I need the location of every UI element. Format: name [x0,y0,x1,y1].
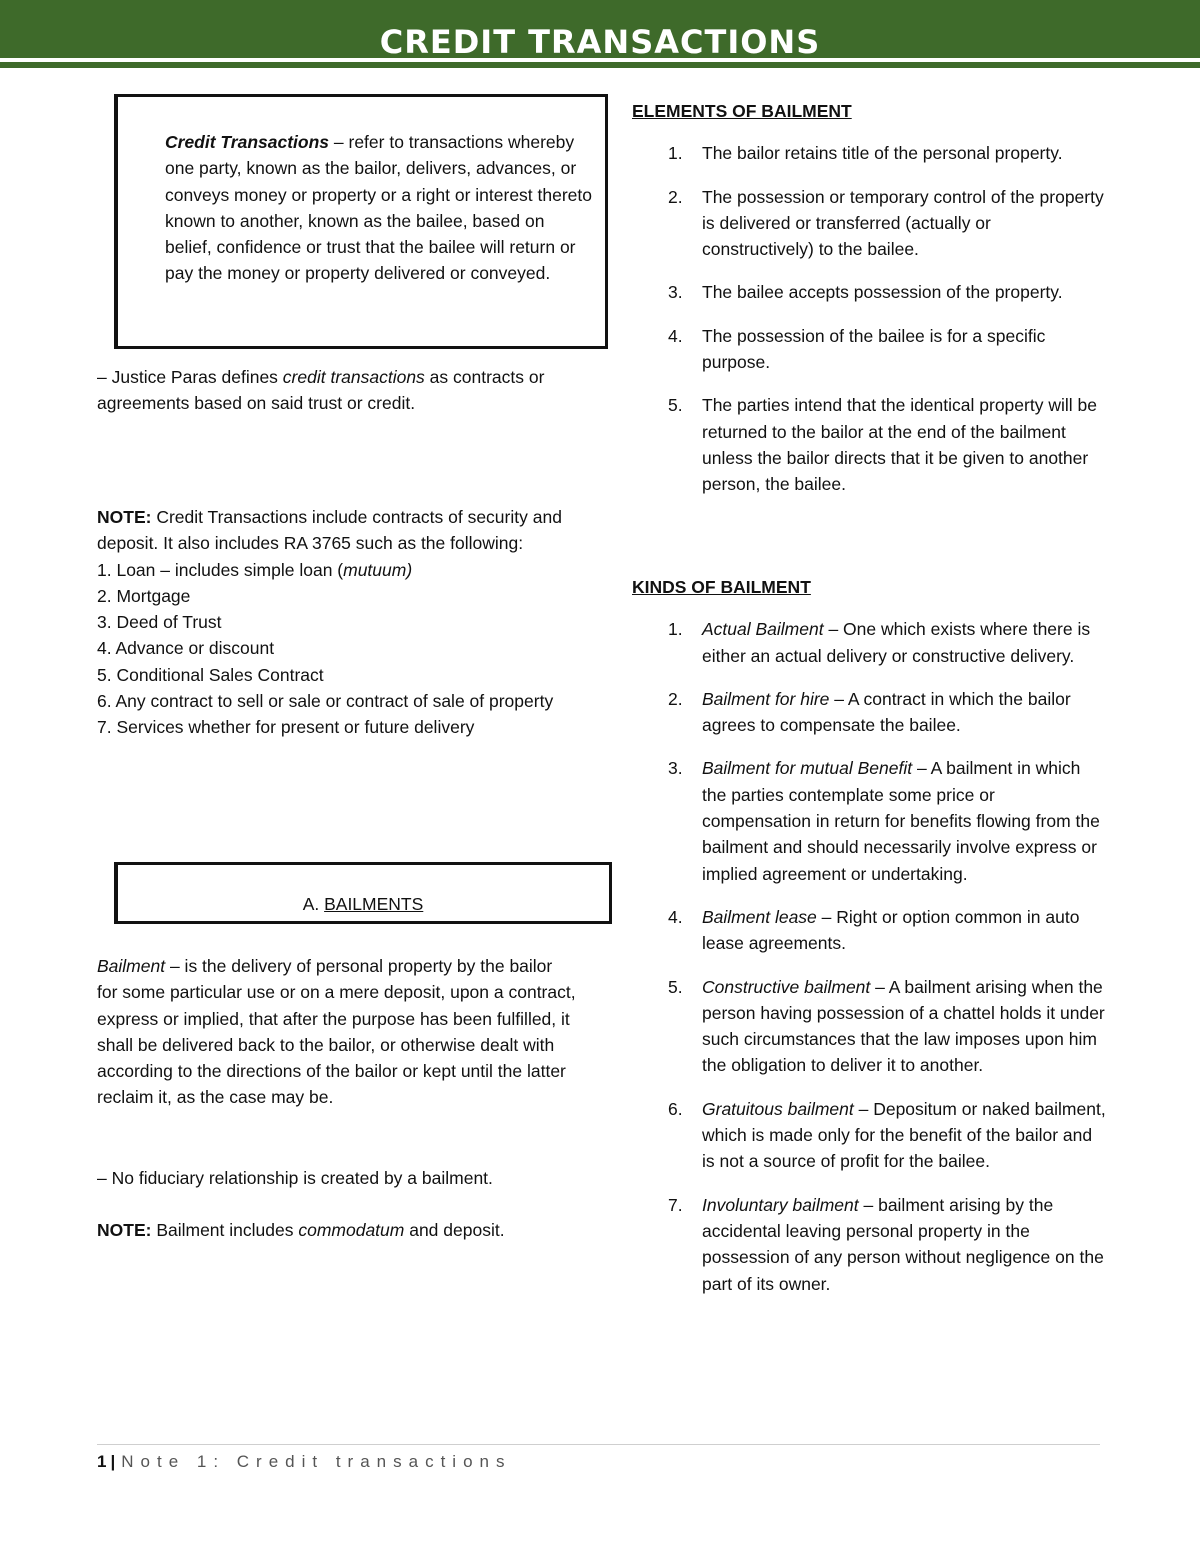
list-item: 5. The parties intend that the identical property will be returned to the bailor at the end of the bailment unless the bailor directs that it be given to another person, the bailee. [668,395,1097,495]
note-bailment: NOTE: Bailment includes commodatum and deposit. [97,1220,505,1240]
elements-list [632,140,1107,497]
list-item: 2. The possession or temporary control of the property is delivered or transferred (actually or constructively) to the bailee. [668,186,1104,260]
note-list-item: 2. Mortgage [97,585,191,606]
list-item: 3. Bailment for mutual Benefit – A bailment in which the parties contemplate some price or compensation in return for benefits flowing from the bailment and should necessarily involve express or implied agreement or undertaking. [668,758,1100,884]
paras-paragraph [97,364,577,417]
list-item: 1. Actual Bailment – One which exists where there is either an actual delivery or constructive delivery. [668,619,1091,666]
kinds-list [632,616,1107,1297]
list-item: 1. The bailor retains title of the personal property. [668,143,1063,164]
note-text: Credit Transactions include contracts of security and deposit. It also includes RA 3765 such as the following: [97,507,562,554]
page-title: CREDIT TRANSACTIONS [379,23,821,61]
note-credit-transactions [97,504,577,741]
note-list-item: 3. Deed of Trust [97,612,222,633]
list-item: 3. The bailee accepts possession of the property. [668,282,1063,303]
note-list-item: 7. Services whether for present or future delivery [97,717,475,738]
definition-text [165,129,593,287]
list-item: 4. Bailment lease – Right or option common in auto lease agreements. [668,906,1080,954]
paras-prefix: – Justice Paras defines [97,367,283,387]
list-item: 6. Gratuitous bailment – Depositum or naked bailment, which is made only for the benefit of the bailor and is not a source of profit for the bailee. [668,1098,1106,1172]
footer-separator: | [110,1452,116,1471]
page-number: 1 [97,1452,107,1471]
bailment-text: – is the delivery of personal property by the bailor for some particular use or on a mere deposit, upon a contract, express or implied, that after the purpose has been fulfilled, it shall be delivered back to the bailor, or otherwise dealt with according to the directions of the bailor or kept until the latter reclaim it, as the case may be. [97,956,576,1108]
paras-suffix: as contracts or agreements based on said trust or credit. [97,367,545,414]
kinds-heading: KINDS OF BAILMENT [632,577,811,597]
elements-section [632,98,1107,515]
fiduciary-note: – No fiduciary relationship is created by a bailment. [97,1168,493,1188]
note-label: NOTE: [97,507,152,527]
paras-term: credit transactions [282,367,425,387]
header-rule [0,62,1200,68]
bailment-definition [97,953,577,1111]
kinds-section [632,574,1107,1314]
definition-body: – refer to transactions whereby one party, known as the bailor, delivers, advances, or conveys money or property or a right or interest thereto known to another, known as the bailee, based on belief, confidence or trust that the bailee will return or pay the money or property delivered or conveyed. [165,132,593,284]
definition-term: Credit Transactions [165,132,330,152]
list-item: 7. Involuntary bailment – bailment arising by the accidental leaving personal property in the possession of any person without negligence on the part of its owner. [668,1194,1104,1294]
bailment-term: Bailment [97,956,166,976]
page-footer [97,1450,512,1474]
footer-rule [97,1444,1100,1445]
note-list-item: 4. Advance or discount [97,638,275,659]
note-list [97,557,577,741]
bailments-heading: A. BAILMENTS [302,894,424,914]
note-list-item: 6. Any contract to sell or sale or contract of sale of property [97,691,554,712]
note-list-item: 1. Loan – includes simple loan (mutuum) [97,559,413,580]
note-list-item: 5. Conditional Sales Contract [97,664,324,685]
list-item: 4. The possession of the bailee is for a specific purpose. [668,325,1046,373]
list-item: 2. Bailment for hire – A contract in which the bailor agrees to compensate the bailee. [668,688,1071,736]
elements-heading: ELEMENTS OF BAILMENT [632,101,852,121]
list-item: 5. Constructive bailment – A bailment arising when the person having possession of a chattel holds it under such circumstances that the law imposes upon him the obligation to deliver it to another. [668,976,1105,1076]
footer-label: Note 1: Credit transactions [121,1452,512,1471]
